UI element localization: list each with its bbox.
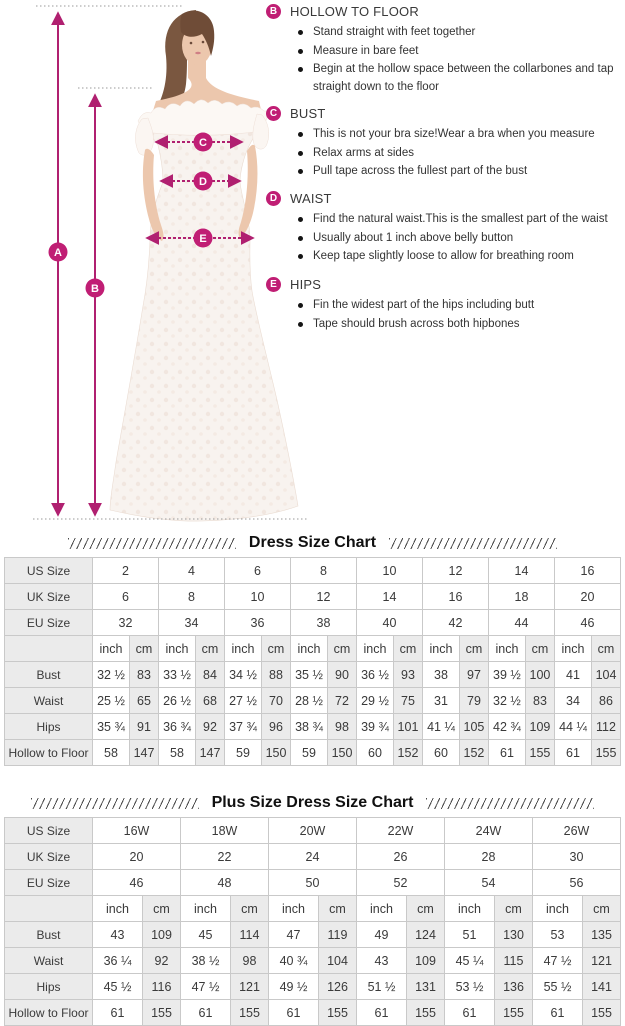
size-cell: 56 — [533, 870, 621, 896]
measure-cell: 155 — [525, 740, 554, 766]
measure-cell: 147 — [195, 740, 224, 766]
size-cell: 52 — [357, 870, 445, 896]
size-cell: 36 — [225, 610, 291, 636]
measure-cell: 44 ¼ — [554, 714, 591, 740]
measure-cell: 27 ½ — [225, 688, 262, 714]
guide-bullet-list — [266, 126, 623, 181]
measure-cell: 51 ½ — [357, 974, 407, 1000]
size-cell: 48 — [181, 870, 269, 896]
size-cell: 38 — [291, 610, 357, 636]
measure-cell: 47 ½ — [533, 948, 583, 974]
row-label: EU Size — [5, 610, 93, 636]
unit-cell-cm: cm — [525, 636, 554, 662]
measure-cell: 36 ¼ — [93, 948, 143, 974]
unit-cell-inch: inch — [93, 896, 143, 922]
guide-bullet: Relax arms at sides — [296, 145, 621, 163]
guide-section-header — [266, 4, 623, 19]
unit-cell-cm: cm — [129, 636, 158, 662]
measure-cell: 79 — [459, 688, 488, 714]
measure-cell: 45 ¼ — [445, 948, 495, 974]
plus-size-dress-chart-table — [4, 817, 621, 1026]
measure-cell: 152 — [459, 740, 488, 766]
measure-cell: 53 ½ — [445, 974, 495, 1000]
measure-cell: 155 — [406, 1000, 444, 1026]
size-cell: 24W — [445, 818, 533, 844]
measure-cell: 130 — [494, 922, 532, 948]
diagram-badge-C — [194, 133, 213, 152]
measure-cell: 88 — [261, 662, 290, 688]
guide-section-waist — [266, 191, 623, 267]
measure-cell: 135 — [582, 922, 620, 948]
size-cell: 54 — [445, 870, 533, 896]
diagram-badge-D — [194, 172, 213, 191]
measure-cell: 29 ½ — [357, 688, 394, 714]
measure-cell: 41 ¼ — [422, 714, 459, 740]
size-cell: 26W — [533, 818, 621, 844]
svg-text:E: E — [199, 233, 207, 245]
measure-cell: 59 — [291, 740, 328, 766]
unit-cell-cm: cm — [261, 636, 290, 662]
measure-cell: 109 — [406, 948, 444, 974]
measure-cell: 61 — [445, 1000, 495, 1026]
row-label: US Size — [5, 558, 93, 584]
guide-bullet: Begin at the hollow space between the collarbones and tap straight down to the floor — [296, 61, 621, 96]
guide-section-header — [266, 106, 623, 121]
measure-cell: 58 — [159, 740, 196, 766]
unit-cell-cm: cm — [494, 896, 532, 922]
measure-guide-text — [266, 0, 623, 528]
measure-cell: 101 — [393, 714, 422, 740]
measure-cell: 91 — [129, 714, 158, 740]
measure-cell: 86 — [592, 688, 621, 714]
size-cell: 6 — [225, 558, 291, 584]
measure-letter-badge: E — [266, 277, 281, 292]
row-label: Hips — [5, 974, 93, 1000]
measure-cell: 150 — [327, 740, 356, 766]
measure-row-hollow-to-floor — [5, 740, 621, 766]
row-label: EU Size — [5, 870, 93, 896]
guide-section-title: HOLLOW TO FLOOR — [290, 4, 419, 19]
measure-cell: 25 ½ — [93, 688, 130, 714]
guide-bullet: Stand straight with feet together — [296, 24, 621, 42]
measure-cell: 141 — [582, 974, 620, 1000]
measure-cell: 49 — [357, 922, 407, 948]
svg-text:D: D — [199, 176, 207, 188]
measure-cell: 61 — [488, 740, 525, 766]
measure-cell: 97 — [459, 662, 488, 688]
measure-cell: 39 ½ — [488, 662, 525, 688]
measure-cell: 100 — [525, 662, 554, 688]
size-cell: 14 — [357, 584, 423, 610]
size-cell: 12 — [422, 558, 488, 584]
size-row-us-size — [5, 818, 621, 844]
measure-cell: 98 — [327, 714, 356, 740]
unit-cell-inch: inch — [357, 636, 394, 662]
unit-cell-inch: inch — [533, 896, 583, 922]
row-label: UK Size — [5, 584, 93, 610]
guide-bullet: Fin the widest part of the hips including butt — [296, 297, 621, 315]
measure-cell: 114 — [230, 922, 268, 948]
measure-cell: 104 — [318, 948, 356, 974]
row-label: US Size — [5, 818, 93, 844]
unit-cell-inch: inch — [181, 896, 231, 922]
measure-cell: 92 — [142, 948, 180, 974]
hatch-decoration-left — [68, 538, 236, 549]
unit-cell-inch: inch — [291, 636, 328, 662]
unit-cell-inch: inch — [93, 636, 130, 662]
measure-cell: 98 — [230, 948, 268, 974]
size-cell: 22W — [357, 818, 445, 844]
measure-row-bust — [5, 662, 621, 688]
unit-cell-cm: cm — [393, 636, 422, 662]
measure-cell: 109 — [142, 922, 180, 948]
row-label: Hollow to Floor — [5, 1000, 93, 1026]
unit-cell-inch: inch — [554, 636, 591, 662]
hatch-decoration-right — [426, 798, 594, 809]
measure-cell: 104 — [592, 662, 621, 688]
size-cell: 26 — [357, 844, 445, 870]
size-cell: 20W — [269, 818, 357, 844]
unit-cell-cm: cm — [582, 896, 620, 922]
measure-cell: 60 — [357, 740, 394, 766]
diagram-badge-A — [49, 243, 68, 262]
size-cell: 22 — [181, 844, 269, 870]
guide-section-title: BUST — [290, 106, 326, 121]
measure-cell: 155 — [494, 1000, 532, 1026]
measure-cell: 34 ½ — [225, 662, 262, 688]
row-label: Hips — [5, 714, 93, 740]
measure-row-hollow-to-floor — [5, 1000, 621, 1026]
guide-section-header — [266, 191, 623, 206]
diagram-badge-B — [86, 279, 105, 298]
unit-cell-inch: inch — [269, 896, 319, 922]
row-label: Bust — [5, 922, 93, 948]
measure-cell: 155 — [230, 1000, 268, 1026]
measure-cell: 65 — [129, 688, 158, 714]
guide-section-title: WAIST — [290, 191, 332, 206]
measure-cell: 90 — [327, 662, 356, 688]
measure-cell: 119 — [318, 922, 356, 948]
measure-cell: 59 — [225, 740, 262, 766]
measure-cell: 121 — [230, 974, 268, 1000]
size-chart-title-text: Dress Size Chart — [248, 534, 377, 551]
guide-bullet-list — [266, 297, 623, 333]
measure-row-waist — [5, 948, 621, 974]
measure-cell: 126 — [318, 974, 356, 1000]
row-label: Bust — [5, 662, 93, 688]
measure-cell: 36 ¾ — [159, 714, 196, 740]
size-cell: 2 — [93, 558, 159, 584]
size-row-eu-size — [5, 870, 621, 896]
hatch-decoration-left — [31, 798, 199, 809]
measure-cell: 28 ½ — [291, 688, 328, 714]
measure-letter-badge: C — [266, 106, 281, 121]
measure-cell: 68 — [195, 688, 224, 714]
measure-row-hips — [5, 714, 621, 740]
measure-cell: 121 — [582, 948, 620, 974]
size-cell: 6 — [93, 584, 159, 610]
measure-cell: 49 ½ — [269, 974, 319, 1000]
measure-cell: 39 ¾ — [357, 714, 394, 740]
measure-cell: 155 — [318, 1000, 356, 1026]
size-cell: 4 — [159, 558, 225, 584]
size-cell: 30 — [533, 844, 621, 870]
measure-cell: 60 — [422, 740, 459, 766]
measure-cell: 96 — [261, 714, 290, 740]
unit-cell-inch: inch — [159, 636, 196, 662]
measure-cell: 33 ½ — [159, 662, 196, 688]
svg-text:B: B — [91, 283, 99, 295]
measure-cell: 38 ¾ — [291, 714, 328, 740]
measure-cell: 155 — [582, 1000, 620, 1026]
measure-cell: 61 — [357, 1000, 407, 1026]
row-label: Waist — [5, 688, 93, 714]
measure-cell: 53 — [533, 922, 583, 948]
size-cell: 8 — [291, 558, 357, 584]
hatch-decoration-right — [389, 538, 557, 549]
unit-cell-inch: inch — [488, 636, 525, 662]
measure-letter-badge: B — [266, 4, 281, 19]
guide-section-title: HIPS — [290, 277, 322, 292]
diagram-badge-E — [194, 229, 213, 248]
measure-cell: 155 — [592, 740, 621, 766]
measure-cell: 31 — [422, 688, 459, 714]
size-cell: 20 — [554, 584, 620, 610]
size-cell: 42 — [422, 610, 488, 636]
guide-section-header — [266, 277, 623, 292]
unit-cell-cm: cm — [318, 896, 356, 922]
measure-cell: 147 — [129, 740, 158, 766]
size-row-eu-size — [5, 610, 621, 636]
unit-cell-cm: cm — [406, 896, 444, 922]
measure-cell: 92 — [195, 714, 224, 740]
guide-section-hips — [266, 277, 623, 334]
measure-cell: 40 ¾ — [269, 948, 319, 974]
size-cell: 46 — [554, 610, 620, 636]
measure-cell: 38 — [422, 662, 459, 688]
size-cell: 40 — [357, 610, 423, 636]
guide-bullet-list — [266, 24, 623, 96]
guide-bullet: Usually about 1 inch above belly button — [296, 230, 621, 248]
measure-cell: 70 — [261, 688, 290, 714]
size-cell: 32 — [93, 610, 159, 636]
guide-bullet: Measure in bare feet — [296, 43, 621, 61]
measure-cell: 61 — [181, 1000, 231, 1026]
measure-row-waist — [5, 688, 621, 714]
measure-cell: 41 — [554, 662, 591, 688]
size-cell: 46 — [93, 870, 181, 896]
measure-cell: 61 — [554, 740, 591, 766]
size-cell: 10 — [357, 558, 423, 584]
measure-cell: 150 — [261, 740, 290, 766]
guide-bullet: Find the natural waist.This is the smallest part of the waist — [296, 211, 621, 229]
measure-cell: 45 — [181, 922, 231, 948]
plus-size-chart-title-text: Plus Size Dress Size Chart — [211, 794, 414, 811]
guide-bullet: This is not your bra size!Wear a bra when you measure — [296, 126, 621, 144]
measure-letter-badge: D — [266, 191, 281, 206]
measure-cell: 105 — [459, 714, 488, 740]
measure-cell: 61 — [269, 1000, 319, 1026]
unit-cell-cm: cm — [592, 636, 621, 662]
size-cell: 34 — [159, 610, 225, 636]
unit-cell-cm: cm — [459, 636, 488, 662]
measure-cell: 43 — [93, 922, 143, 948]
size-cell: 18 — [488, 584, 554, 610]
svg-text:A: A — [54, 247, 62, 259]
size-row-uk-size — [5, 584, 621, 610]
size-cell: 14 — [488, 558, 554, 584]
measure-cell: 84 — [195, 662, 224, 688]
size-cell: 16 — [554, 558, 620, 584]
size-cell: 8 — [159, 584, 225, 610]
measure-cell: 42 ¾ — [488, 714, 525, 740]
size-cell: 44 — [488, 610, 554, 636]
measure-cell: 72 — [327, 688, 356, 714]
measure-row-bust — [5, 922, 621, 948]
measure-cell: 32 ½ — [488, 688, 525, 714]
unit-header-row — [5, 896, 621, 922]
unit-cell-cm: cm — [327, 636, 356, 662]
measure-cell: 115 — [494, 948, 532, 974]
row-label: Hollow to Floor — [5, 740, 93, 766]
row-label-empty — [5, 896, 93, 922]
guide-bullet-list — [266, 211, 623, 266]
measure-cell: 83 — [525, 688, 554, 714]
measure-cell: 35 ½ — [291, 662, 328, 688]
measure-cell: 131 — [406, 974, 444, 1000]
measure-cell: 36 ½ — [357, 662, 394, 688]
row-label: UK Size — [5, 844, 93, 870]
measure-cell: 116 — [142, 974, 180, 1000]
measure-cell: 51 — [445, 922, 495, 948]
measure-cell: 35 ¾ — [93, 714, 130, 740]
measure-cell: 136 — [494, 974, 532, 1000]
guide-bullet: Keep tape slightly loose to allow for breathing room — [296, 248, 621, 266]
measure-cell: 109 — [525, 714, 554, 740]
guide-bullet: Tape should brush across both hipbones — [296, 316, 621, 334]
unit-cell-inch: inch — [422, 636, 459, 662]
size-cell: 28 — [445, 844, 533, 870]
unit-cell-inch: inch — [225, 636, 262, 662]
measure-cell: 61 — [533, 1000, 583, 1026]
measure-cell: 58 — [93, 740, 130, 766]
measure-cell: 38 ½ — [181, 948, 231, 974]
size-cell: 50 — [269, 870, 357, 896]
plus-size-chart-title — [0, 793, 625, 813]
row-label: Waist — [5, 948, 93, 974]
measure-cell: 155 — [142, 1000, 180, 1026]
size-cell: 24 — [269, 844, 357, 870]
size-cell: 16W — [93, 818, 181, 844]
unit-cell-cm: cm — [230, 896, 268, 922]
guide-bullet: Pull tape across the fullest part of the bust — [296, 163, 621, 181]
measure-cell: 45 ½ — [93, 974, 143, 1000]
guide-section-bust — [266, 106, 623, 182]
size-row-us-size — [5, 558, 621, 584]
unit-cell-cm: cm — [142, 896, 180, 922]
row-label-empty — [5, 636, 93, 662]
measure-cell: 32 ½ — [93, 662, 130, 688]
measure-cell: 37 ¾ — [225, 714, 262, 740]
measure-cell: 43 — [357, 948, 407, 974]
measure-cell: 47 ½ — [181, 974, 231, 1000]
size-cell: 10 — [225, 584, 291, 610]
measure-cell: 55 ½ — [533, 974, 583, 1000]
measure-cell: 61 — [93, 1000, 143, 1026]
size-cell: 16 — [422, 584, 488, 610]
unit-header-row — [5, 636, 621, 662]
size-cell: 20 — [93, 844, 181, 870]
size-chart-title — [0, 533, 625, 553]
measure-cell: 93 — [393, 662, 422, 688]
measure-cell: 124 — [406, 922, 444, 948]
unit-cell-inch: inch — [357, 896, 407, 922]
unit-cell-inch: inch — [445, 896, 495, 922]
size-row-uk-size — [5, 844, 621, 870]
measure-row-hips — [5, 974, 621, 1000]
svg-text:C: C — [199, 137, 207, 149]
measure-cell: 112 — [592, 714, 621, 740]
size-cell: 12 — [291, 584, 357, 610]
measure-cell: 47 — [269, 922, 319, 948]
size-cell: 18W — [181, 818, 269, 844]
measure-cell: 83 — [129, 662, 158, 688]
unit-cell-cm: cm — [195, 636, 224, 662]
measure-cell: 75 — [393, 688, 422, 714]
dress-size-chart-table — [4, 557, 621, 766]
measure-cell: 152 — [393, 740, 422, 766]
guide-section-hollow-to-floor — [266, 4, 623, 97]
measure-cell: 26 ½ — [159, 688, 196, 714]
measure-cell: 34 — [554, 688, 591, 714]
